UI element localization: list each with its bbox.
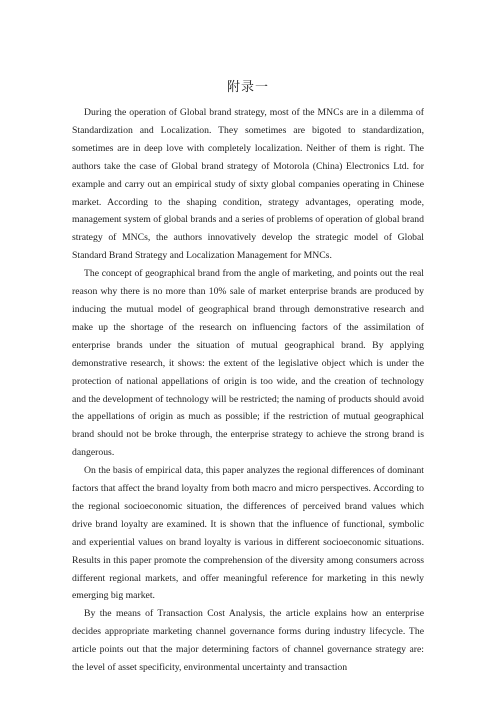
paragraph-2: The concept of geographical brand from the angle of marketing, and points out the real reason why there is no more than 10% sale of market enterprise brands are produced by inducing the mutual model of geographical brand through demonstrative research and make up the shortage of the research on influencing factors of the assimilation of enterprise brands under the situation of mutual geographical brand. By applying demonstrative research, it shows: the extent of the legislative object which is under the protection of national appellations of origin is too wide, and the creation of technology and the development of technology will be restricted; the naming of products should avoid the appellations of origin as much as possible; if the restriction of mutual geographical brand should not be broke through, the enterprise strategy to achieve the strong brand is dangerous.: [72, 268, 424, 459]
document-body: [72, 104, 424, 677]
page-title: 附录一: [226, 80, 269, 95]
paragraph-1: During the operation of Global brand strategy, most of the MNCs are in a dilemma of Standardization and Localization. They sometimes are bigoted to standardization, sometimes are in deep love with completely localization. Neither of them is right. The authors take the case of Global brand strategy of Motorola (China) Electronics Ltd. for example and carry out an empirical study of sixty global companies operating in Chinese market. According to the shaping condition, strategy advantages, operating mode, management system of global brands and a series of problems of operation of global brand strategy of MNCs, the authors innovatively develop the strategic model of Global Standard Brand Strategy and Localization Management for MNCs.: [72, 107, 424, 262]
paragraph-4: By the means of Transaction Cost Analysis, the article explains how an enterprise decides appropriate marketing channel governance forms during industry lifecycle. The article points out that the major determining factors of channel governance strategy are: the level of asset specificity, environmental uncertainty and transaction: [72, 608, 424, 674]
paragraph-3: On the basis of empirical data, this paper analyzes the regional differences of dominant factors that affect the brand loyalty from both macro and micro perspectives. According to the regional socioeconomic situation, the differences of perceived brand values which drive brand loyalty are examined. It is shown that the influence of functional, symbolic and experiential values on brand loyalty is various in different socioeconomic situations. Results in this paper promote the comprehension of the diversity among consumers across different regional markets, and offer meaningful reference for marketing in this newly emerging big market.: [72, 465, 424, 602]
